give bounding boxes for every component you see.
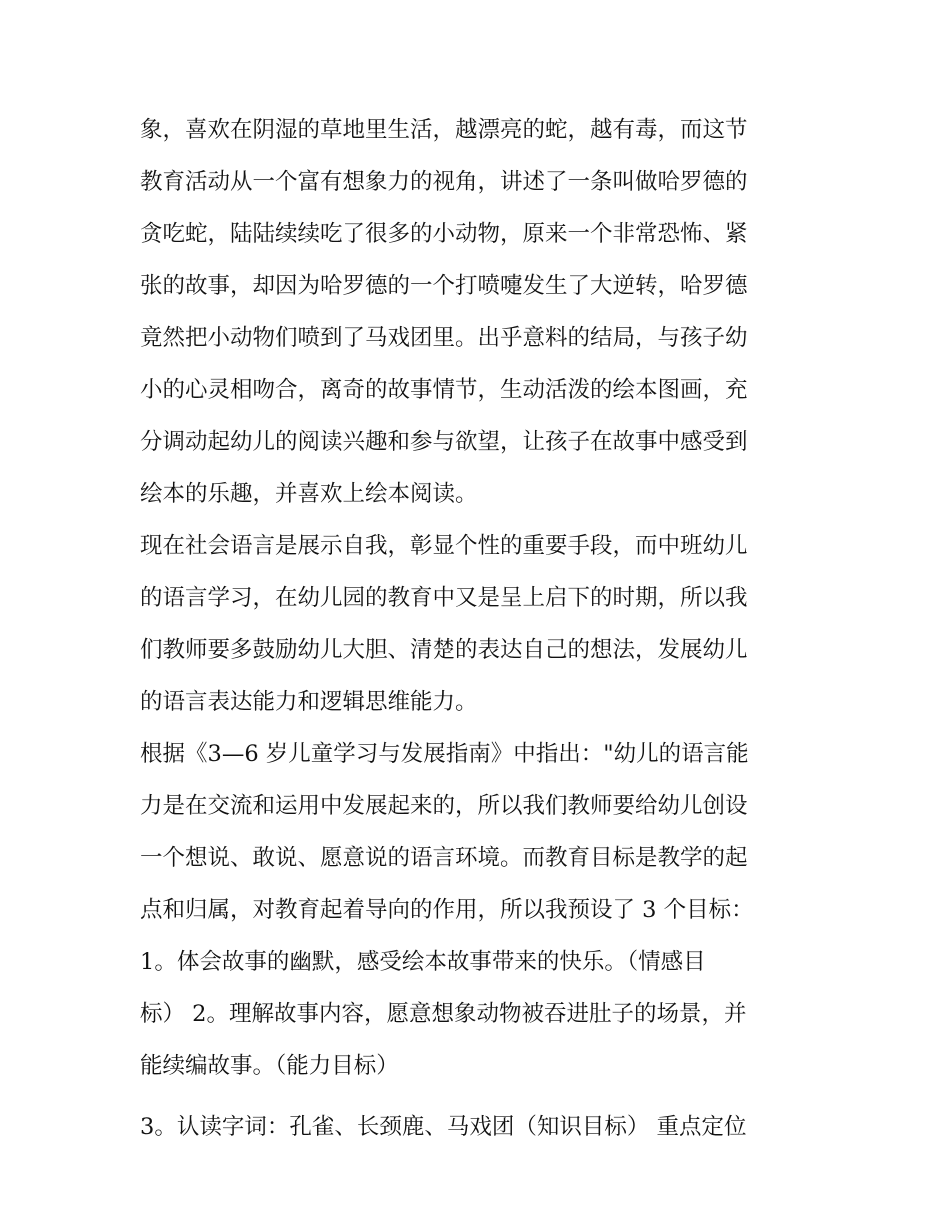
text-line: 根据《3—6 岁儿童学习与发展指南》中指出："幼儿的语言能 <box>140 741 749 767</box>
text-line: 的语言表达能力和逻辑思维能力。 <box>140 689 478 715</box>
text-line: 力是在交流和运用中发展起来的，所以我们教师要给幼儿创设 <box>140 793 748 819</box>
text-line: 贪吃蛇，陆陆续续吃了很多的小动物，原来一个非常恐怖、紧 <box>140 221 748 247</box>
text-line: 点和归属，对教育起着导向的作用，所以我预设了 3 个目标： <box>140 897 754 923</box>
document-body <box>140 104 820 1153</box>
text-line: 能续编故事。（能力目标） <box>140 1053 399 1079</box>
text-line: 现在社会语言是展示自我，彰显个性的重要手段，而中班幼儿 <box>140 533 748 559</box>
text-line: 绘本的乐趣，并喜欢上绘本阅读。 <box>140 481 478 507</box>
text-line: 象，喜欢在阴湿的草地里生活，越漂亮的蛇，越有毒，而这节 <box>140 117 748 143</box>
text-line: 3。认读字词：孔雀、长颈鹿、马戏团（知识目标） 重点定位 <box>140 1114 747 1140</box>
text-line: 们教师要多鼓励幼儿大胆、清楚的表达自己的想法，发展幼儿 <box>140 637 748 663</box>
text-line: 的语言学习，在幼儿园的教育中又是呈上启下的时期，所以我 <box>140 585 748 611</box>
text-line: 1。体会故事的幽默，感受绘本故事带来的快乐。（情感目 <box>140 949 706 975</box>
text-line: 教育活动从一个富有想象力的视角，讲述了一条叫做哈罗德的 <box>140 169 748 195</box>
text-line: 小的心灵相吻合，离奇的故事情节，生动活泼的绘本图画，充 <box>140 377 748 403</box>
text-line: 张的故事，却因为哈罗德的一个打喷嚏发生了大逆转，哈罗德 <box>140 273 748 299</box>
text-line: 标） 2。理解故事内容，愿意想象动物被吞进肚子的场景，并 <box>140 1001 747 1027</box>
text-line: 竟然把小动物们喷到了马戏团里。出乎意料的结局，与孩子幼 <box>140 325 748 351</box>
text-line: 分调动起幼儿的阅读兴趣和参与欲望，让孩子在故事中感受到 <box>140 429 748 455</box>
text-line: 一个想说、敢说、愿意说的语言环境。而教育目标是教学的起 <box>140 845 748 871</box>
